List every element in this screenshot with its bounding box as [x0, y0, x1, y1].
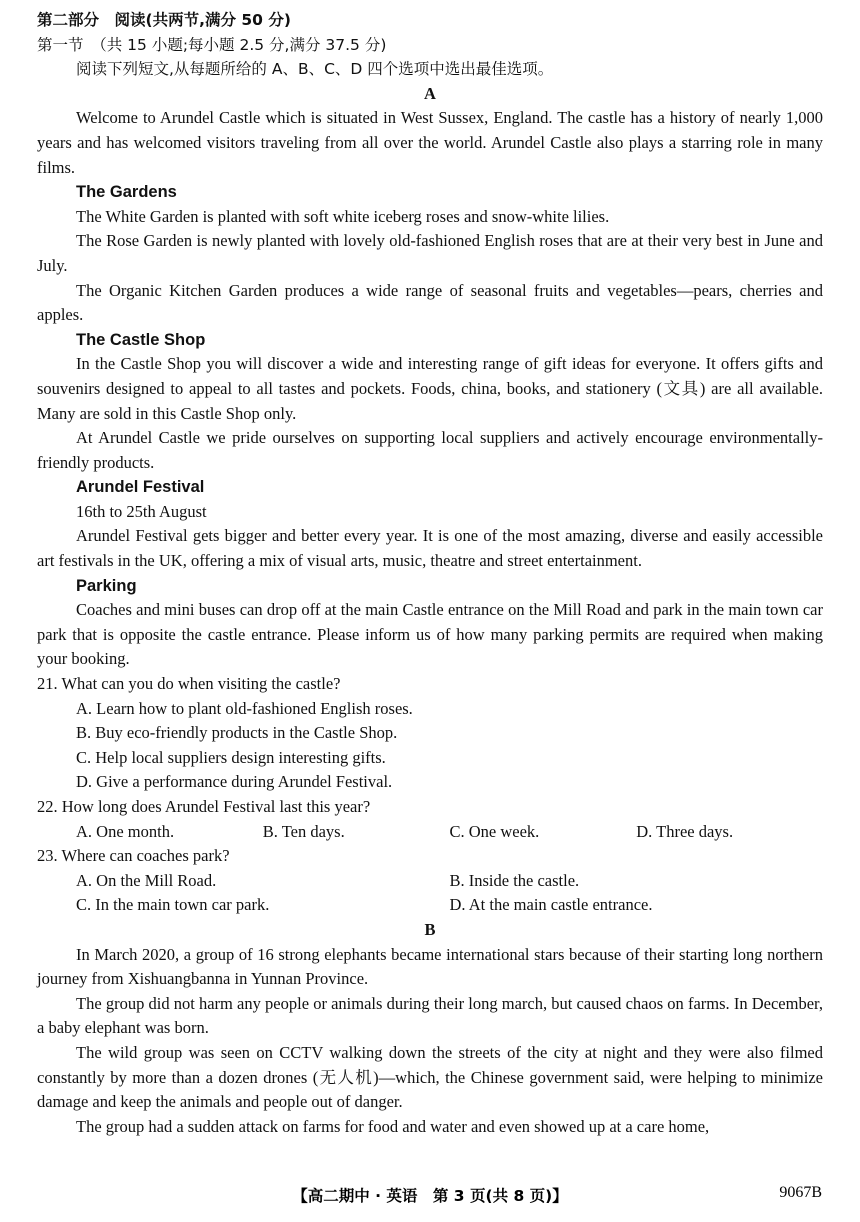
question-22-option[interactable]: B. Ten days.	[262, 821, 345, 841]
question-23-option[interactable]: B. Inside the castle.	[449, 870, 580, 890]
question-21-stem: 21. What can you do when visiting the castle?	[37, 674, 341, 694]
question-21-option[interactable]: A. Learn how to plant old-fashioned English roses.	[76, 698, 413, 718]
question-22-option[interactable]: A. One month.	[76, 821, 175, 841]
gardens-paragraph: The Rose Garden is newly planted with lovely old-fashioned English roses that are at their very best in June and July.	[37, 231, 823, 275]
festival-heading: Arundel Festival	[76, 478, 205, 497]
passage-b-paragraph: In March 2020, a group of 16 strong elephants became international stars because of their starting long northern journey from Xishuangbanna in Yunnan Province.	[37, 944, 823, 989]
question-22-stem: 22. How long does Arundel Festival last this year?	[37, 797, 371, 816]
question-21-option[interactable]: D. Give a performance during Arundel Festival.	[76, 772, 393, 792]
castle-shop-paragraph: In the Castle Shop you will discover a wide and interesting range of gift ideas for everyone. It offers gifts and souvenirs designed to appeal to all tastes and pockets. Foods, china, books, and stationery (文具) are all available. Many are sold in this Castle Shop only.	[37, 354, 823, 423]
question-23-option[interactable]: A. On the Mill Road.	[76, 870, 217, 890]
castle-shop-paragraph: At Arundel Castle we pride ourselves on supporting local suppliers and actively encourage environmentally-friendly products.	[37, 428, 823, 472]
question-22-option[interactable]: C. One week.	[449, 821, 540, 841]
question-22-options	[37, 820, 823, 845]
passage-b-label: B	[424, 919, 436, 939]
gardens-paragraph: The Organic Kitchen Garden produces a wide range of seasonal fruits and vegetables—pears, cherries and apples.	[37, 280, 823, 325]
question-22-option[interactable]: D. Three days.	[636, 821, 734, 841]
question-23-stem: 23. Where can coaches park?	[37, 846, 230, 866]
question-21-option[interactable]: C. Help local suppliers design interesting gifts.	[76, 747, 386, 767]
passage-b-paragraph: The group did not harm any people or animals during their long march, but caused chaos on farms. In December, a baby elephant was born.	[37, 993, 823, 1038]
question-21-option[interactable]: B. Buy eco-friendly products in the Castle Shop.	[76, 723, 398, 743]
question-23-options-row	[37, 893, 823, 918]
paper-code: 9067B	[779, 1184, 822, 1201]
parking-paragraph: Coaches and mini buses can drop off at the main Castle entrance on the Mill Road and park in the main town car park that is opposite the castle entrance. Please inform us of how many parking permits are required when making your booking.	[37, 600, 823, 669]
question-23-option[interactable]: C. In the main town car park.	[76, 895, 270, 915]
passage-b-paragraph: The wild group was seen on CCTV walking down the streets of the city at night and they were also filmed constantly by more than a dozen drones (无人机)—which, the Chinese government said, were helping to minimize damage and keep the animals and people out of danger.	[37, 1042, 823, 1112]
section-heading: 第一节 （共 15 小题;每小题 2.5 分,满分 37.5 分)	[37, 35, 387, 54]
gardens-heading: The Gardens	[76, 183, 177, 202]
passage-a-intro: Welcome to Arundel Castle which is situated in West Sussex, England. The castle has a history of nearly 1,000 years and has welcomed visitors traveling from all over the world. Arundel Castle also plays a starring role in many films.	[37, 108, 823, 177]
passage-a-label: A	[424, 83, 436, 103]
passage-b-paragraph: The group had a sudden attack on farms for food and water and even showed up at a care home,	[76, 1116, 710, 1136]
question-23-option[interactable]: D. At the main castle entrance.	[449, 895, 653, 915]
instructions: 阅读下列短文,从每题所给的 A、B、C、D 四个选项中选出最佳选项。	[76, 60, 554, 79]
footer-title: 【高二期中 · 英语 第 3 页(共 8 页)】	[292, 1187, 568, 1205]
parking-heading: Parking	[76, 576, 137, 595]
part-heading: 第二部分 阅读(共两节,满分 50 分)	[37, 11, 291, 29]
castle-shop-heading: The Castle Shop	[76, 330, 206, 349]
gardens-paragraph: The White Garden is planted with soft white iceberg roses and snow-white lilies.	[76, 206, 610, 226]
festival-paragraph: Arundel Festival gets bigger and better every year. It is one of the most amazing, diverse and easily accessible art festivals in the UK, offering a mix of visual arts, music, theatre and street entertainment.	[37, 526, 823, 571]
question-23-options-row	[37, 869, 823, 894]
festival-date: 16th to 25th August	[76, 501, 207, 521]
